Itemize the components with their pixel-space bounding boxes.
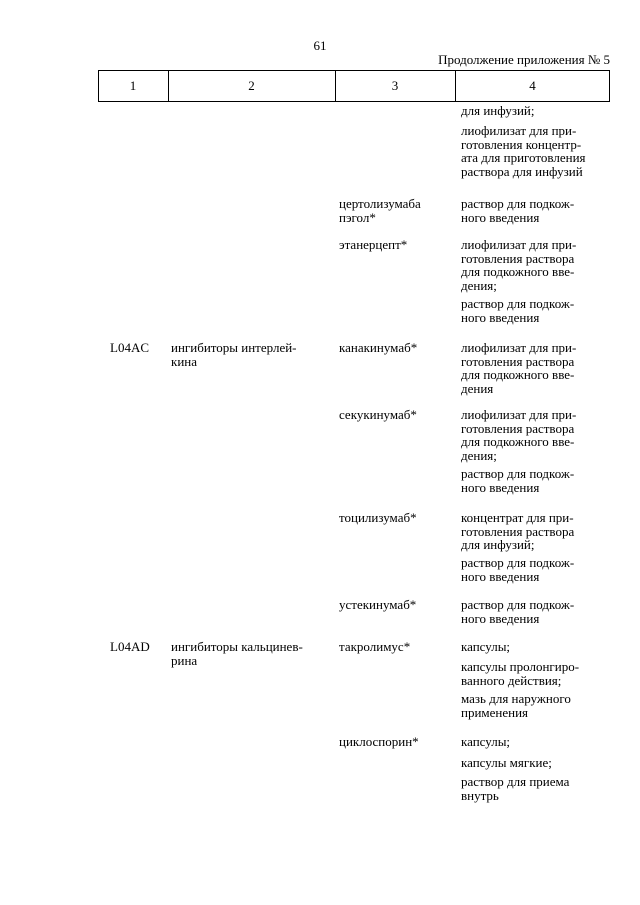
dosage-form: раствор для приема внутрь: [461, 774, 570, 803]
dosage-form: лиофилизат для при- готовления концентр- ата для приготовления раствора для инфузий: [461, 123, 586, 179]
dosage-form: раствор для подкож- ного введения: [461, 466, 575, 495]
drug-name: секукинумаб*: [339, 407, 417, 422]
drug-name: этанерцепт*: [339, 237, 408, 252]
header-col-4: 4: [455, 70, 610, 102]
drug-name: устекинумаб*: [339, 597, 417, 612]
dosage-form: раствор для подкож- ного введения: [461, 597, 575, 626]
dosage-form: капсулы;: [461, 639, 511, 654]
dosage-form: капсулы пролонгиро- ванного действия;: [461, 659, 580, 688]
header-divider: [455, 70, 456, 102]
drug-name: канакинумаб*: [339, 340, 418, 355]
header-divider: [168, 70, 169, 102]
dosage-form: концентрат для при- готовления раствора для инфузий;: [461, 510, 575, 552]
drug-name: такролимус*: [339, 639, 411, 654]
dosage-form: лиофилизат для при- готовления раствора для подкожного вве- дения;: [461, 237, 577, 293]
dosage-form: раствор для подкож- ного введения: [461, 555, 575, 584]
dosage-form: лиофилизат для при- готовления раствора для подкожного вве- дения;: [461, 407, 577, 463]
header-col-1: 1: [98, 70, 168, 102]
dosage-form: мазь для наружного применения: [461, 691, 571, 720]
group-name: ингибиторы интерлей- кина: [171, 340, 297, 369]
continuation-title: Продолжение приложения № 5: [438, 52, 610, 67]
header-divider: [335, 70, 336, 102]
header-col-3: 3: [335, 70, 455, 102]
page-number: 61: [313, 38, 327, 53]
atc-code: L04AC: [110, 340, 149, 355]
dosage-form: раствор для подкож- ного введения: [461, 296, 575, 325]
dosage-form: раствор для подкож- ного введения: [461, 196, 575, 225]
group-name: ингибиторы кальцинев- рина: [171, 639, 303, 668]
dosage-form: капсулы мягкие;: [461, 755, 552, 770]
drug-name: циклоспорин*: [339, 734, 419, 749]
dosage-form: капсулы;: [461, 734, 511, 749]
drug-name: цертолизумаба пэгол*: [339, 196, 421, 225]
atc-code: L04AD: [110, 639, 150, 654]
dosage-form: лиофилизат для при- готовления раствора для подкожного вве- дения: [461, 340, 577, 396]
header-divider: [98, 70, 99, 102]
header-col-2: 2: [168, 70, 335, 102]
dosage-form: для инфузий;: [461, 103, 535, 118]
drug-name: тоцилизумаб*: [339, 510, 417, 525]
header-divider: [609, 70, 610, 102]
